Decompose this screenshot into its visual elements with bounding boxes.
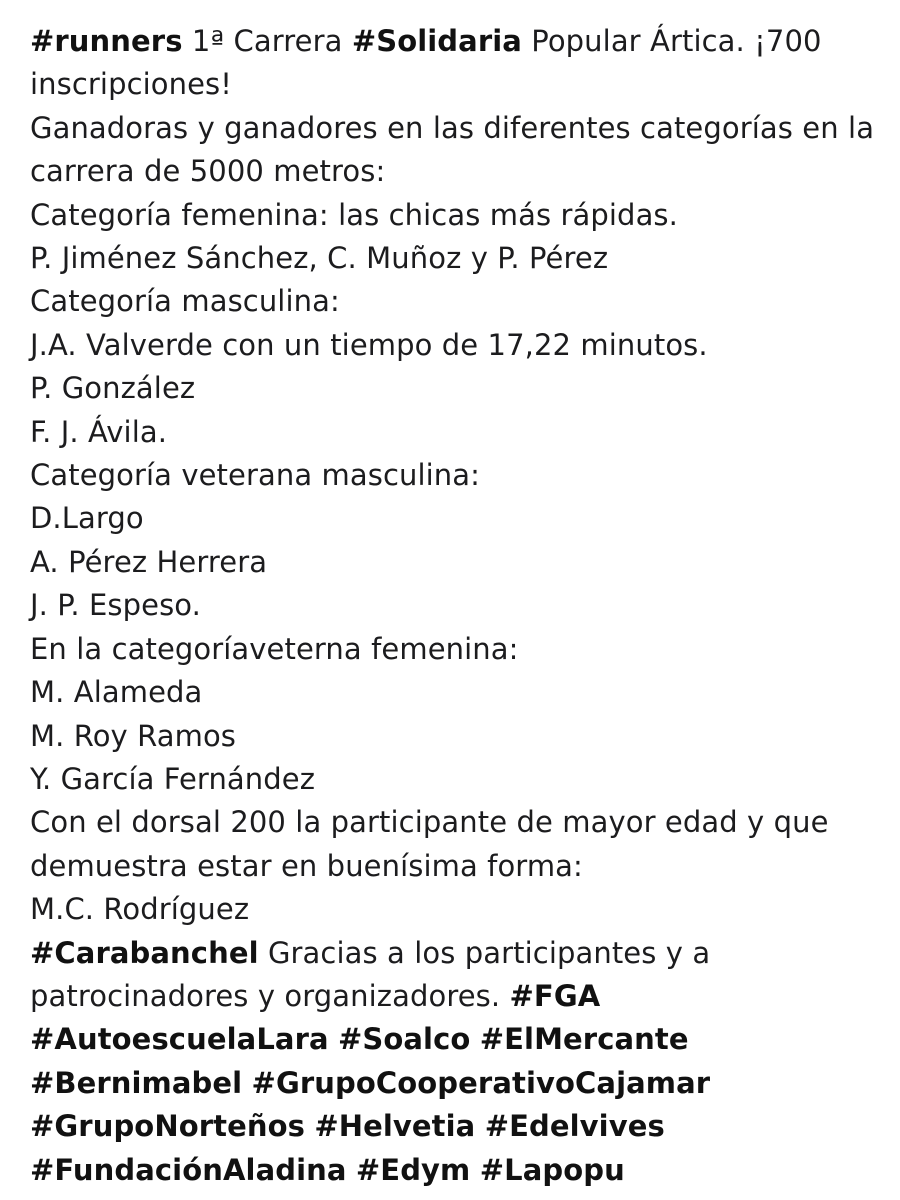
hashtag[interactable]: #ElMercante (479, 1022, 689, 1057)
hashtag[interactable]: #GrupoNorteños (30, 1109, 305, 1144)
hashtag-carabanchel[interactable]: #Carabanchel (30, 935, 259, 970)
post-line: P. González (30, 371, 196, 406)
post-line: M. Roy Ramos (30, 718, 237, 753)
hashtag[interactable]: #Bernimabel (30, 1065, 243, 1100)
post-line: D.Largo (30, 501, 144, 536)
post-closing (30, 932, 880, 1192)
hashtag[interactable]: #Lapopu (479, 1152, 625, 1187)
intro-text-2: Popular Ártica. ¡700 inscripciones! (30, 24, 822, 102)
hashtag-runners[interactable]: #runners (30, 24, 183, 58)
post-line: En la categoríaveterna femenina: (30, 631, 519, 666)
post-line: Y. García Fernández (30, 761, 316, 796)
post-line: Ganadoras y ganadores en las diferentes categorías en la carrera de 5000 metros: (30, 110, 875, 189)
post-line: J.A. Valverde con un tiempo de 17,22 minutos. (30, 327, 708, 362)
hashtag[interactable]: #Edym (355, 1152, 471, 1187)
post-line: Categoría masculina: (30, 284, 340, 319)
post-line: M. Alameda (30, 675, 203, 710)
post-line: J. P. Espeso. (30, 588, 201, 623)
post-line: M.C. Rodríguez (30, 892, 250, 927)
hashtag[interactable]: #FundaciónAladina (30, 1152, 347, 1187)
hashtag[interactable]: #FGA (509, 978, 601, 1013)
post-body (30, 20, 880, 1192)
hashtag[interactable]: #GrupoCooperativoCajamar (251, 1065, 711, 1100)
hashtag[interactable]: #Soalco (337, 1022, 471, 1057)
post-line: P. Jiménez Sánchez, C. Muñoz y P. Pérez (30, 241, 609, 276)
post-line: Categoría veterana masculina: (30, 458, 481, 493)
closing-text: Gracias a los participantes y a patrocinadores y organizadores. (30, 935, 711, 1013)
post-line: A. Pérez Herrera (30, 544, 268, 579)
post-line: Con el dorsal 200 la participante de mayor edad y que demuestra estar en buenísima forma: (30, 805, 829, 883)
post-intro (30, 20, 880, 107)
post-line: F. J. Ávila. (30, 414, 168, 449)
hashtag[interactable]: #Helvetia (314, 1109, 476, 1144)
hashtag-solidaria[interactable]: #Solidaria (351, 24, 522, 58)
intro-text-1: 1ª Carrera (182, 24, 352, 58)
hashtag[interactable]: #Edelvives (484, 1109, 665, 1144)
post-line: Categoría femenina: las chicas más rápidas. (30, 197, 678, 232)
hashtag[interactable]: #AutoescuelaLara (30, 1022, 329, 1057)
